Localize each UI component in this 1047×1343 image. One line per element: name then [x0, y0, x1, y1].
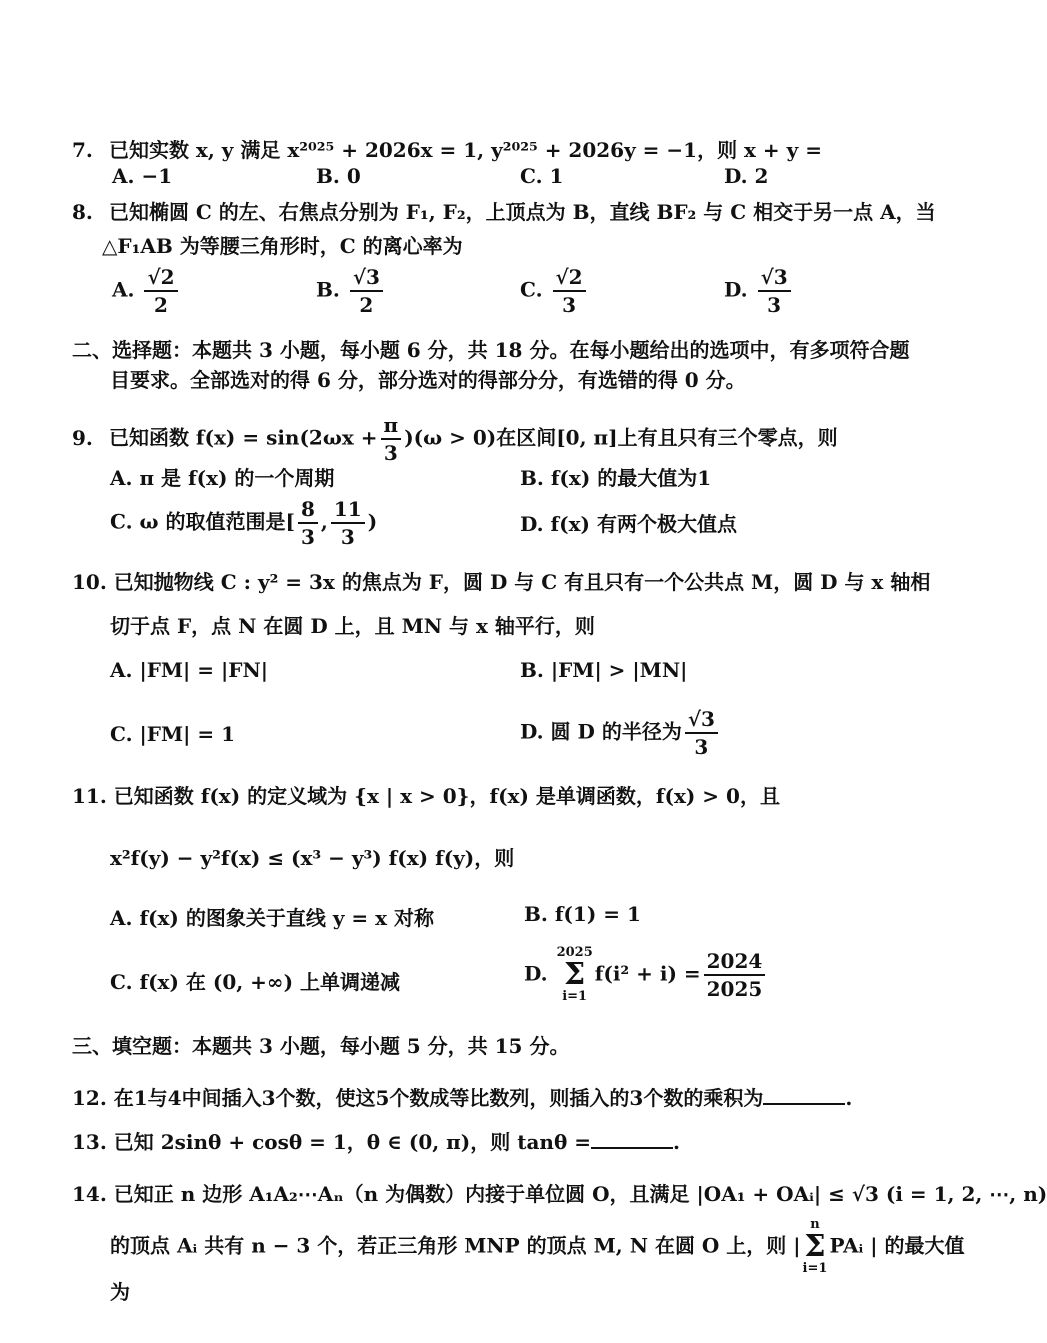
fraction	[331, 496, 365, 550]
fraction-numerator: π	[381, 412, 402, 440]
question-number: 11.	[72, 784, 107, 808]
fraction	[758, 264, 791, 318]
question-number: 8.	[72, 200, 93, 224]
question-7	[72, 134, 822, 163]
section-3-heading: 三、填空题：本题共 3 小题，每小题 5 分，共 15 分。	[72, 1034, 570, 1058]
option-a: A. π 是 f(x) 的一个周期	[110, 466, 335, 490]
option-a: A. f(x) 的图象关于直线 y = x 对称	[110, 906, 435, 930]
fraction-denominator: 3	[694, 735, 709, 759]
fraction-numerator: √2	[553, 264, 586, 292]
option-a: A. |FM| = |FN|	[110, 658, 269, 682]
question-14-line2	[110, 1218, 965, 1276]
fraction-numerator: √2	[144, 264, 177, 292]
option-text: f(i² + i) =	[594, 961, 701, 986]
fraction-numerator: √3	[350, 264, 383, 292]
option-label: D.	[724, 277, 748, 302]
option-c	[110, 496, 377, 550]
question-8-line2: △F₁AB 为等腰三角形时，C 的离心率为	[102, 234, 463, 258]
option-text-end: )	[367, 509, 378, 534]
sigma-icon: Σ	[564, 957, 586, 992]
option-d	[524, 946, 768, 1004]
fraction-numerator: 2024	[704, 948, 766, 976]
question-12	[72, 1082, 852, 1111]
option-b: B. f(x) 的最大值为1	[520, 466, 712, 490]
sum-lower: i=1	[562, 989, 588, 1004]
question-number: 13.	[72, 1130, 107, 1154]
question-text-line1: 已知椭圆 C 的左、右焦点分别为 F₁, F₂，上顶点为 B，直线 BF₂ 与 C 相交于另一点 A，当	[108, 200, 936, 224]
question-text: 已知实数 x, y 满足 x²⁰²⁵ + 2026x = 1, y²⁰²⁵ + 2026y = −1，则 x + y =	[108, 138, 822, 162]
question-text-line1: 已知正 n 边形 A₁A₂⋯Aₙ（n 为偶数）内接于单位圆 O，且满足 |OA₁ + OAᵢ| ≤ √3 (i = 1, 2, ⋯, n)	[113, 1182, 1047, 1206]
question-text-b: PAᵢ | 的最大值	[829, 1233, 965, 1258]
fraction	[381, 412, 402, 466]
option-label: C.	[520, 277, 543, 302]
fraction	[350, 264, 383, 318]
period: .	[673, 1130, 680, 1154]
question-13	[72, 1126, 680, 1155]
fraction	[298, 496, 318, 550]
option-b	[316, 264, 386, 318]
question-number: 9.	[72, 425, 93, 450]
separator: ,	[320, 509, 328, 534]
question-number: 12.	[72, 1086, 107, 1110]
period: .	[845, 1086, 853, 1110]
option-c: C. |FM| = 1	[110, 722, 235, 746]
summation	[557, 946, 593, 1004]
section-2-heading-line2: 目要求。全部选对的得 6 分，部分选对的得部分分，有选错的得 0 分。	[110, 368, 746, 392]
option-b: B. 0	[316, 164, 361, 188]
question-text: 已知 2sinθ + cosθ = 1，θ ∈ (0, π)，则 tanθ =	[113, 1130, 592, 1154]
fraction-numerator: √3	[758, 264, 791, 292]
fraction	[144, 264, 177, 318]
fraction-denominator: 3	[340, 525, 355, 549]
fraction-denominator: 2	[154, 293, 168, 317]
option-a: A. −1	[112, 164, 173, 188]
sum-upper: n	[810, 1217, 820, 1232]
fraction	[704, 948, 766, 1002]
option-b: B. f(1) = 1	[524, 902, 641, 926]
fraction-numerator: 8	[298, 496, 318, 524]
sum-lower: i=1	[802, 1261, 828, 1276]
question-number: 14.	[72, 1182, 107, 1206]
fraction	[685, 706, 718, 760]
option-b: B. |FM| > |MN|	[520, 658, 688, 682]
option-c: C. 1	[520, 164, 564, 188]
question-8	[72, 196, 936, 225]
question-11	[72, 780, 780, 809]
sigma-icon: Σ	[804, 1229, 826, 1264]
answer-blank[interactable]	[763, 1085, 845, 1105]
question-number: 10.	[72, 570, 107, 594]
sum-upper: 2025	[556, 945, 593, 960]
question-text-line1: 已知函数 f(x) 的定义域为 {x | x > 0}，f(x) 是单调函数，f(x) > 0，且	[113, 784, 780, 808]
option-label: B.	[316, 277, 340, 302]
fraction-denominator: 3	[300, 525, 315, 549]
option-label: A.	[112, 277, 135, 302]
question-text-line1: 已知抛物线 C : y² = 3x 的焦点为 F，圆 D 与 C 有且只有一个公共点 M，圆 D 与 x 轴相	[113, 570, 931, 594]
answer-blank[interactable]	[591, 1129, 673, 1149]
fraction-denominator: 3	[562, 293, 576, 317]
fraction-denominator: 2	[359, 293, 374, 317]
option-d: D. 2	[724, 164, 769, 188]
fraction	[553, 264, 586, 318]
question-text-a: 的顶点 Aᵢ 共有 n − 3 个，若正三角形 MNP 的顶点 M, N 在圆 O 上，则 |	[110, 1233, 801, 1258]
question-text-a: 已知函数 f(x) = sin(2ωx +	[108, 425, 378, 450]
question-11-line2: x²f(y) − y²f(x) ≤ (x³ − y³) f(x) f(y)，则	[110, 846, 515, 870]
summation	[803, 1218, 828, 1276]
option-d: D. f(x) 有两个极大值点	[520, 512, 737, 536]
option-text: D. 圆 D 的半径为	[520, 719, 682, 744]
option-d	[520, 706, 721, 760]
option-a	[112, 264, 181, 318]
option-c: C. f(x) 在 (0, +∞) 上单调递减	[110, 970, 401, 994]
question-text: 在1与4中间插入3个数，使这5个数成等比数列，则插入的3个数的乘积为	[113, 1086, 764, 1110]
question-14	[72, 1178, 1047, 1207]
option-text: C. ω 的取值范围是[	[110, 509, 295, 534]
question-text-b: )(ω > 0)在区间[0, π]上有且只有三个零点，则	[404, 425, 838, 450]
question-9	[72, 412, 838, 466]
option-label: D.	[524, 961, 548, 986]
question-10-line2: 切于点 F，点 N 在圆 D 上，且 MN 与 x 轴平行，则	[110, 614, 595, 638]
question-number: 7.	[72, 138, 93, 162]
option-d	[724, 264, 794, 318]
question-14-line3: 为	[110, 1280, 130, 1304]
question-10	[72, 566, 930, 595]
fraction-numerator: √3	[685, 706, 718, 734]
section-2-heading-line1: 二、选择题：本题共 3 小题，每小题 6 分，共 18 分。在每小题给出的选项中，有多项符合题	[72, 338, 910, 362]
fraction-denominator: 3	[383, 441, 398, 465]
fraction-denominator: 3	[767, 293, 782, 317]
fraction-denominator: 2025	[706, 977, 763, 1001]
option-c	[520, 264, 589, 318]
fraction-numerator: 11	[331, 496, 365, 524]
